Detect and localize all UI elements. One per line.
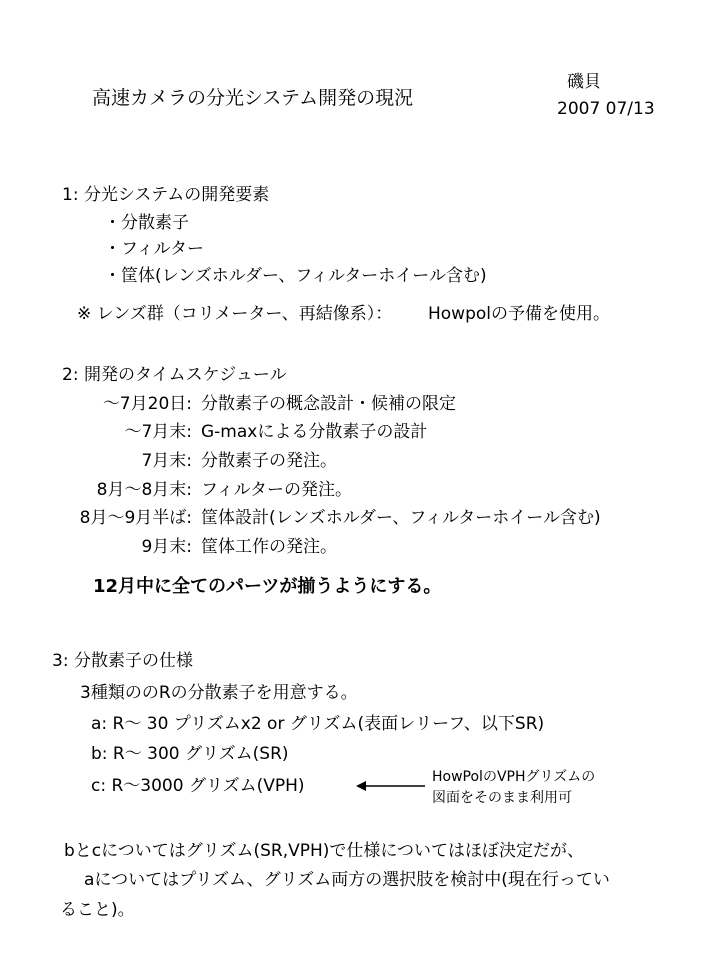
schedule-what: 分散素子の発注。 bbox=[201, 451, 337, 471]
section1-item: ・分散素子 bbox=[104, 213, 189, 233]
schedule-goal: 12月中に全てのパーツが揃うようにする。 bbox=[93, 576, 442, 597]
schedule-when: 〜7月末: bbox=[124, 422, 192, 442]
schedule-when: 8月〜9月半ば: bbox=[79, 508, 192, 528]
schedule-what: 筐体工作の発注。 bbox=[201, 537, 337, 557]
schedule-when: 9月末: bbox=[141, 537, 192, 557]
section1-note-value: Howpolの予備を使用。 bbox=[428, 304, 611, 324]
section1-item: ・筐体(レンズホルダー、フィルターホイール含む) bbox=[104, 266, 487, 286]
schedule-what: G-maxによる分散素子の設計 bbox=[201, 422, 428, 442]
author-name: 磯貝 bbox=[567, 72, 601, 92]
schedule-what: フィルターの発注。 bbox=[201, 480, 352, 500]
section3-intro: 3種類ののRの分散素子を用意する。 bbox=[80, 683, 358, 703]
schedule-what: 分散素子の概念設計・候補の限定 bbox=[201, 394, 456, 414]
schedule-when: 〜7月20日: bbox=[102, 394, 192, 414]
grating-option: a: R〜 30 プリズムx2 or グリズム(表面レリーフ、以下SR) bbox=[91, 714, 545, 734]
page-title: 高速カメラの分光システム開発の現況 bbox=[92, 87, 414, 109]
callout-arrow bbox=[356, 779, 426, 793]
conclusion-line: ること)。 bbox=[60, 900, 135, 920]
section3-heading: 3: 分散素子の仕様 bbox=[52, 651, 193, 671]
section2-heading: 2: 開発のタイムスケジュール bbox=[62, 365, 287, 385]
schedule-when: 8月〜8月末: bbox=[96, 480, 192, 500]
conclusion-line: aについてはプリズム、グリズム両方の選択肢を検討中(現在行ってい bbox=[84, 870, 610, 890]
conclusion-line: bとcについてはグリズム(SR,VPH)で仕様についてはほぼ決定だが、 bbox=[64, 841, 585, 861]
section1-note-label: ※ レンズ群（コリメーター、再結像系）： bbox=[77, 304, 393, 324]
grating-option: b: R〜 300 グリズム(SR) bbox=[91, 744, 289, 764]
callout-note-line: 図面をそのまま利用可 bbox=[432, 790, 572, 806]
section1-item: ・フィルター bbox=[104, 239, 204, 259]
grating-option: c: R〜3000 グリズム(VPH) bbox=[91, 776, 305, 796]
schedule-when: 7月末: bbox=[141, 451, 192, 471]
section1-heading: 1: 分光システムの開発要素 bbox=[62, 185, 270, 205]
schedule-what: 筐体設計(レンズホルダー、フィルターホイール含む) bbox=[201, 508, 601, 528]
document-date: 2007 07/13 bbox=[557, 99, 655, 119]
callout-note-line: HowPolのVPHグリズムの bbox=[432, 769, 596, 785]
